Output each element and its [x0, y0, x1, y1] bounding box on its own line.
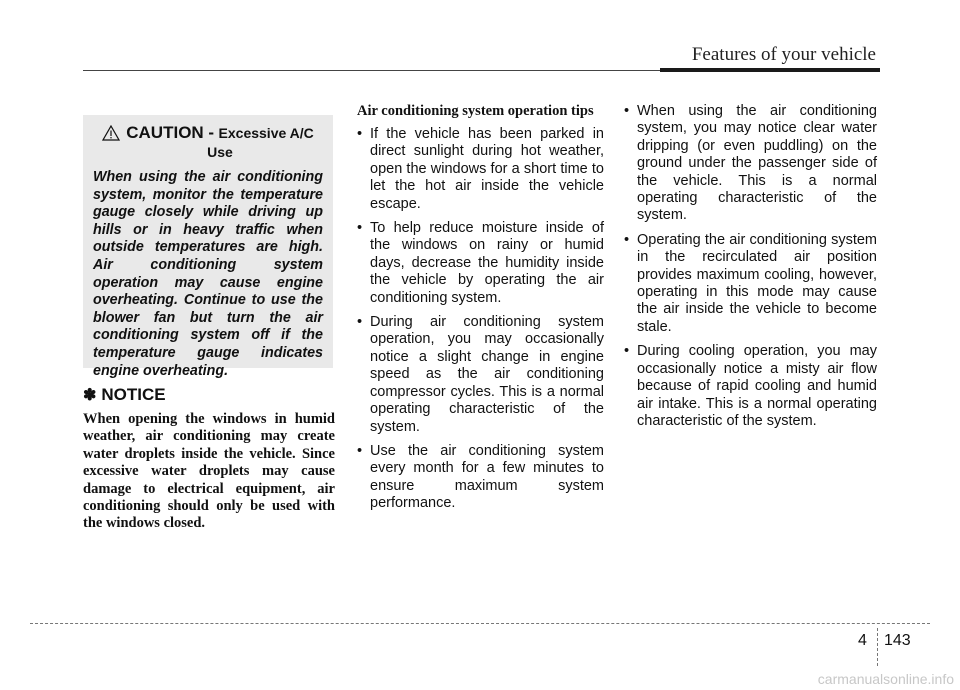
notice-body: When opening the windows in humid weather, air conditioning may create water droplets inside the vehicle. Since excessive water droplets may cause damage to electrical equipment, air conditioning should only be used with the windows closed. [83, 411, 335, 532]
tips-list [357, 126, 604, 513]
header-title: Features of your vehicle [691, 44, 876, 65]
caution-title [126, 123, 314, 161]
caution-label: CAUTION - [126, 123, 215, 142]
page-number: 143 [884, 632, 911, 649]
notice-heading [83, 385, 335, 405]
tips-list-continued [624, 103, 877, 430]
tips-column-middle [357, 103, 604, 520]
tips-column-right [624, 103, 877, 437]
caution-subtitle-line1: Excessive A/C [218, 125, 314, 141]
list-item: • To help reduce moisture inside of the windows on rainy or humid days, decrease the humidity inside the vehicle by operating the air conditioning system. [357, 220, 604, 307]
caution-heading [93, 123, 323, 161]
page-divider [877, 628, 878, 666]
header-rule-accent [660, 68, 880, 72]
page-section: 4 [858, 632, 867, 649]
caution-box [83, 115, 333, 379]
warning-triangle-icon [102, 125, 120, 141]
watermark: carmanualsonline.info [817, 671, 954, 687]
list-item: • If the vehicle has been parked in direct sunlight during hot weather, open the windows for a short time to let the hot air inside the vehicle escape. [357, 126, 604, 213]
list-item: • During air conditioning system operation, you may occasionally notice a slight change in engine speed as the air conditioning compressor cycles. This is a normal operating characteristic of the system. [357, 314, 604, 436]
notice-section [83, 385, 335, 533]
caution-body: When using the air conditioning system, monitor the temperature gauge closely while driving up hills or in heavy traffic when outside temperatures are high. Air conditioning system operation may cause engine overheating. Continue to use the blower fan but turn the air conditioning system off if the temperature gauge indicates engine overheating. [93, 169, 323, 379]
list-item: • During cooling operation, you may occasionally notice a misty air flow because of rapid cooling and humid air intake. This is a normal operating characteristic of the system. [624, 343, 877, 430]
list-item: • Operating the air conditioning system in the recirculated air position provides maximum cooling, however, operating in this mode may cause the air inside the vehicle to become stale. [624, 232, 877, 336]
tips-heading: Air conditioning system operation tips [357, 103, 594, 119]
caution-subtitle-line2: Use [207, 144, 233, 160]
list-item: • Use the air conditioning system every month for a few minutes to ensure maximum system performance. [357, 443, 604, 513]
footer-rule [30, 623, 930, 624]
notice-label: NOTICE [101, 385, 166, 404]
notice-star-icon: ✽ [83, 387, 97, 404]
list-item: • When using the air conditioning system, you may notice clear water dripping (or even puddling) on the ground under the passenger side of the vehicle. This is a normal operating characteristic of the system. [624, 103, 877, 225]
